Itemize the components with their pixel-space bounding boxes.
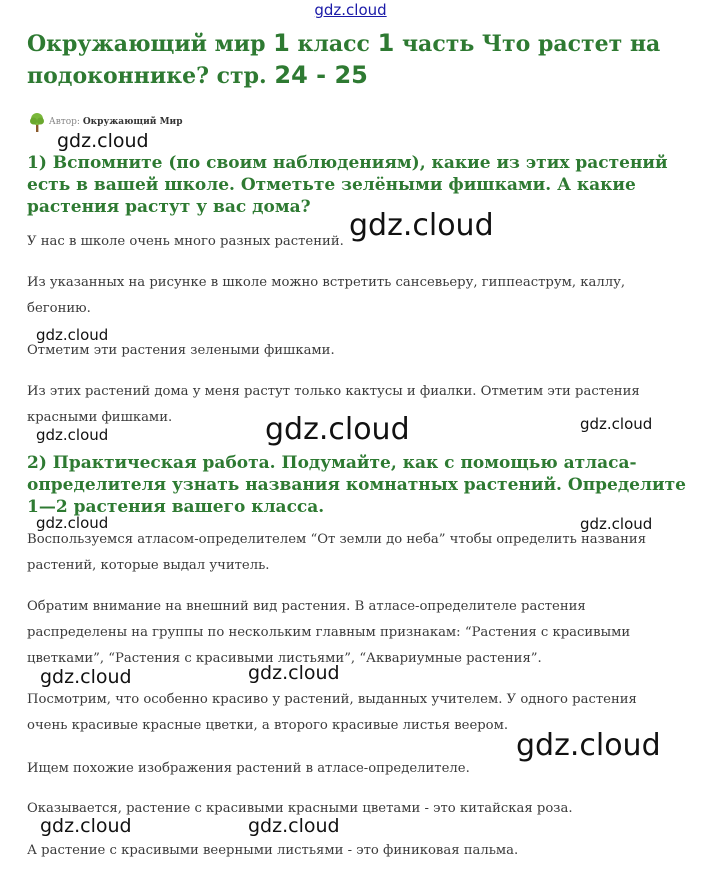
watermark-text: gdz.cloud — [248, 815, 340, 837]
title-part-number: 1 — [377, 29, 395, 57]
answer-2-paragraph-3: Посмотрим, что особенно красиво у растений, выданных учителем. У одного растения очень красивые красные цветки, а второго красивые листья веером. — [27, 692, 637, 733]
title-part2: класс — [289, 31, 378, 57]
watermark-text: gdz.cloud — [40, 815, 132, 837]
answer-2-paragraph-4: Ищем похожие изображения растений в атласе-определителе. — [27, 761, 470, 776]
watermark-text: gdz.cloud — [248, 662, 340, 684]
top-watermark-link[interactable]: gdz.cloud — [314, 1, 387, 19]
title-pages: 24 - 25 — [274, 61, 368, 89]
title-part1: Окружающий мир — [27, 31, 274, 57]
watermark-text: gdz.cloud — [265, 412, 410, 447]
question-1-heading: 1) Вспомните (по своим наблюдениям), какие из этих растений есть в вашей школе. Отметьте зелёными фишками. А какие растения растут у вас дома? — [27, 153, 668, 217]
author-label: Автор: — [48, 117, 80, 127]
answer-2-paragraph-5: Оказывается, растение с красивыми красными цветами - это китайская роза. — [27, 801, 573, 816]
answer-1-paragraph-3: Отметим эти растения зелеными фишками. — [27, 343, 335, 358]
answer-2-paragraph-6: А растение с красивыми веерными листьями - это финиковая пальма. — [27, 843, 519, 858]
watermark-text: gdz.cloud — [36, 514, 109, 532]
watermark-text: gdz.cloud — [57, 130, 149, 152]
watermark-text: gdz.cloud — [349, 208, 494, 243]
answer-1-paragraph-4: Из этих растений дома у меня растут только кактусы и фиалки. Отметим эти растения красными фишками. — [27, 384, 640, 425]
page-title — [27, 28, 677, 92]
watermark-text: gdz.cloud — [36, 326, 109, 344]
answer-2-paragraph-1: Воспользуемся атласом-определителем “От земли до неба” чтобы определить названия растений, которые выдал учитель. — [27, 532, 647, 573]
watermark-text: gdz.cloud — [580, 415, 653, 433]
answer-1-paragraph-1: У нас в школе очень много разных растений. — [27, 234, 344, 249]
watermark-text: gdz.cloud — [40, 666, 132, 688]
author-name[interactable]: Окружающий Мир — [82, 117, 183, 127]
tree-icon — [28, 112, 46, 132]
answer-2-paragraph-2: Обратим внимание на внешний вид растения. В атласе-определителе растения распределены на группы по нескольким главным признакам: “Растения с красивыми цветками”, “Растения с красивыми листьями”, “Аквариумные растения”. — [27, 599, 631, 666]
author-line — [28, 112, 183, 132]
watermark-text: gdz.cloud — [580, 515, 653, 533]
title-grade-number: 1 — [273, 29, 290, 57]
answer-1-paragraph-2: Из указанных на рисунке в школе можно встретить сансевьеру, гиппеаструм, каллу, бегонию. — [27, 275, 626, 316]
watermark-text: gdz.cloud — [36, 426, 109, 444]
title-part3: часть Что растет на подоконнике? стр. — [27, 31, 661, 89]
watermark-text: gdz.cloud — [516, 728, 661, 763]
question-2-heading: 2) Практическая работа. Подумайте, как с помощью атласа-определителя узнать названия комнатных растений. Определите 1—2 растения вашего класса. — [27, 453, 686, 517]
